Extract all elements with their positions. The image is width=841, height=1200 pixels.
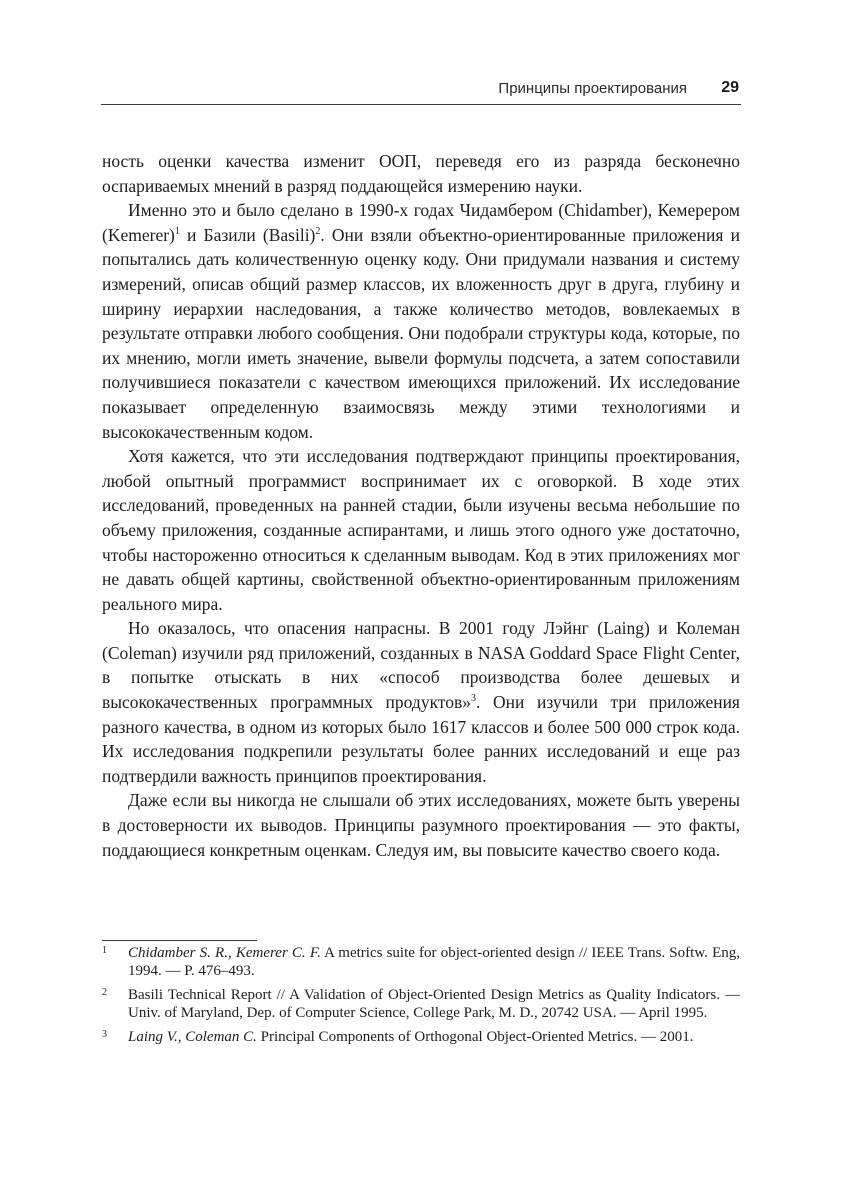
page-number: 29 xyxy=(721,79,739,96)
paragraph-text: Именно это и было сделано в 1990-х годах Чидамбером (Chidamber), Кемерером (Kemerer) xyxy=(102,200,740,245)
paragraph-continuation: ность оценки качества изменит ООП, переведя его из разряда бесконечно оспариваемых мнений в разряд поддающейся измерению науки. xyxy=(102,151,740,196)
paragraph-conclusion: Даже если вы никогда не слышали об этих исследованиях, можете быть уверены в достоверности их выводов. Принципы разумного проектирования — это факты, поддающиеся конкретным оценкам. Следуя им, вы повысите качество своего кода. xyxy=(102,790,740,860)
footnote-citation: Principal Components of Orthogonal Object-Oriented Metrics. — 2001. xyxy=(256,1028,694,1045)
footnote-number: 1 xyxy=(102,945,107,956)
paragraph-nasa-study xyxy=(102,616,740,788)
footnote-number: 2 xyxy=(102,986,107,998)
main-text xyxy=(102,149,740,862)
running-header-title: Принципы проектирования xyxy=(498,80,687,97)
paragraph-research-history xyxy=(102,198,740,444)
footnote-text xyxy=(128,945,740,979)
running-header xyxy=(101,78,741,105)
footnote xyxy=(102,944,740,981)
footnote-text xyxy=(128,1029,694,1045)
footnotes xyxy=(102,944,740,1051)
footnote-reference[interactable]: 1 xyxy=(174,225,180,237)
footnote xyxy=(102,986,740,1023)
paragraph-caveat: Хотя кажется, что эти исследования подтверждают принципы проектирования, любой опытный программист воспринимает их с оговоркой. В ходе этих исследований, проведенных на ранней стадии, были изучены весьма небольшие по объему приложения, созданные аспирантами, и лишь этого одного уже достаточно, чтобы настороженно относиться к сделанным выводам. Код в этих приложениях мог не давать общей картины, свойственной объектно-ориентированным приложениям реального мира. xyxy=(102,446,740,614)
footnote-divider xyxy=(102,940,257,941)
footnote-text xyxy=(128,987,740,1021)
footnote-reference[interactable]: 3 xyxy=(471,693,477,705)
footnote xyxy=(102,1028,740,1046)
footnote-number: 3 xyxy=(102,1028,107,1040)
footnote-reference[interactable]: 2 xyxy=(315,225,321,237)
paragraph-text: Но оказалось, что опасения напрасны. В 2001 году Лэйнг (Laing) и Колеман (Coleman) изучили ряд приложений, созданных в NASA Goddard Space Flight Center, в попытке отыскать в них «способ производства более дешевых и высококачественных программных продуктов» xyxy=(102,618,740,713)
footnote-citation: A metrics suite for object-oriented design // IEEE Trans. Softw. Eng, 1994. — P. 476–493. xyxy=(128,945,740,980)
footnote-authors: Chidamber S. R., Kemerer C. F. xyxy=(128,945,321,961)
paragraph-text: и Базили (Basili) xyxy=(179,224,316,245)
footnote-citation: Basili Technical Report // A Validation of Object-Oriented Design Metrics as Quality Indicators. — Univ. of Maryland, Dep. of Computer Science, College Park, M. D., 20742 USA. — April 1995. xyxy=(128,986,740,1022)
footnote-authors: Laing V., Coleman C. xyxy=(128,1028,257,1045)
paragraph-text: . Они изучили три приложения разного качества, в одном из которых было 1617 классов и более 500 000 строк кода. Их исследования подкрепили результаты более ранних исследований и еще раз подтвердили важность принципов проектирования. xyxy=(102,692,740,786)
paragraph-text: . Они взяли объектно-ориентированные приложения и попытались дать количественную оценку коду. Они придумали названия и систему измерений, описав общий размер классов, их вложенность друг в друга, глубину и ширину иерархии наследования, а также количество методов, вовлекаемых в результате отправки любого сообщения. Они подобрали структуры кода, которые, по их мнению, могли иметь значение, вывели формулы подсчета, а затем сопоставили получившиеся показатели с качеством имеющихся приложений. Их исследование показывает определенную взаимосвязь между этими технологиями и высококачественным кодом. xyxy=(102,224,740,442)
